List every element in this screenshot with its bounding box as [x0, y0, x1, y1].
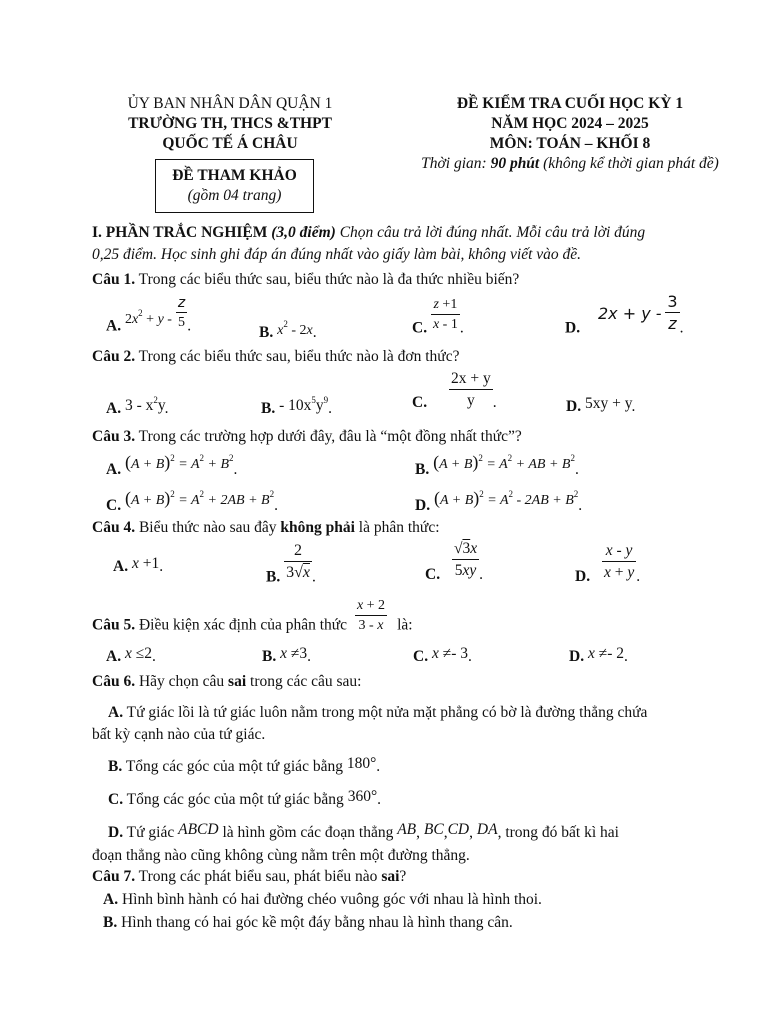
- question-2: Câu 2. Trong các biểu thức sau, biểu thức nào là đơn thức?: [92, 348, 460, 365]
- q6-option-d: D. Tứ giác ABCD là hình gồm các đoạn thẳng AB, BC,CD, DA, trong đó bất kì hai: [108, 821, 619, 841]
- time-line: Thời gian: 90 phút (không kể thời gian phát đề): [421, 155, 719, 172]
- header-left: [95, 94, 365, 154]
- q2-option-d: D. 5xy + y.: [566, 395, 636, 415]
- q5-option-d: D. x ≠- 2.: [569, 645, 628, 665]
- q3-option-c: C. $(A + B)^2 = A^2 + 2AB + B^2$.: [106, 488, 278, 514]
- q3-option-d: D. $(A + B)^2 = A^2 - 2AB + B^2$.: [415, 488, 583, 514]
- q6-option-a-cont: bất kỳ cạnh nào của tứ giác.: [92, 726, 266, 743]
- q4-option-c: C. $\frac{√3x}{5xy}$ .: [425, 540, 483, 584]
- q3-option-b: B. $(A + B)^2 = A^2$ + AB + $B^2$.: [415, 452, 579, 478]
- section1-instruction: 0,25 điểm. Học sinh ghi đáp án đúng nhất vào giấy làm bài, không viết vào đề.: [92, 246, 582, 263]
- q6-option-b: B. Tổng các góc của một tứ giác bằng 180°.: [108, 755, 381, 775]
- q1-option-c: C. $\frac{z +1}{x - 1}$ .: [412, 297, 464, 337]
- q6-option-c: C. Tổng các góc của một tứ giác bằng 360°.: [108, 788, 382, 808]
- q7-option-b: B. Hình thang có hai góc kề một đáy bằng nhau là hình thang cân.: [103, 914, 513, 931]
- q5-option-a: A. x ≤2.: [106, 645, 156, 665]
- reference-box: [155, 159, 314, 213]
- header-school: TRƯỜNG TH, THCS &THPT: [128, 115, 332, 132]
- q4-option-b: B. $\frac{2}{3√x}$ .: [266, 542, 316, 586]
- q2-option-b: B. - $10x^5y^9$.: [261, 395, 333, 417]
- question-4: Câu 4. Biểu thức nào sau đây không phải là phân thức:: [92, 519, 440, 536]
- q1-option-d: D. 2x + y - $\frac{3}{z}$ .: [565, 292, 684, 337]
- q2-option-a: A. $3 - x^2y$.: [106, 395, 169, 417]
- box-title: ĐỀ THAM KHẢO: [172, 167, 297, 184]
- section1-title-line: I. PHẦN TRẮC NGHIỆM (3,0 điểm) Chọn câu trả lời đúng nhất. Mỗi câu trả lời đúng: [92, 224, 646, 241]
- question-3: Câu 3. Trong các trường hợp dưới đây, đâu là “một đồng nhất thức”?: [92, 428, 522, 445]
- question-1: Câu 1. Trong các biểu thức sau, biểu thức nào là đa thức nhiều biến?: [92, 271, 520, 288]
- q5-option-b: B. x ≠3.: [262, 645, 311, 665]
- header-school-name: QUỐC TẾ Á CHÂU: [162, 135, 298, 152]
- box-subtitle: (gồm 04 trang): [187, 187, 282, 204]
- q1-option-b: B. $x^2 - 2x$.: [259, 319, 317, 341]
- q6-option-a: A. Tứ giác lồi là tứ giác luôn nằm trong một nửa mặt phẳng có bờ là đường thẳng chứa: [108, 704, 648, 721]
- subject: MÔN: TOÁN – KHỐI 8: [489, 135, 651, 152]
- header-department: ỦY BAN NHÂN DÂN QUẬN 1: [127, 95, 333, 112]
- question-6: Câu 6. Hãy chọn câu sai trong các câu sau:: [92, 673, 362, 690]
- q2-option-c: C. $\frac{2x + y}{y}$ .: [412, 370, 497, 412]
- q6-option-d-cont: đoạn thẳng nào cũng không cùng nằm trên một đường thẳng.: [92, 847, 470, 864]
- q7-option-a: A. Hình bình hành có hai đường chéo vuông góc với nhau là hình thoi.: [103, 891, 542, 908]
- q1-a-expr: $2x^2 + y$ -: [124, 308, 172, 327]
- q4-option-a: A. x +1.: [113, 555, 164, 575]
- q3-option-a: A. $(A + B)^2 = A^2 + B^2$.: [106, 452, 238, 478]
- q1-option-a: A. $2x^2 + y$ - $\frac{z}{5}$ .: [106, 295, 192, 335]
- header-right: [405, 94, 735, 174]
- q5-option-c: C. x ≠- 3.: [413, 645, 472, 665]
- question-7: Câu 7. Trong các phát biểu sau, phát biểu nào sai?: [92, 868, 407, 885]
- q4-option-d: D. $\frac{x - y}{x + y}$ .: [575, 542, 641, 586]
- school-year: NĂM HỌC 2024 – 2025: [491, 115, 649, 132]
- exam-title: ĐỀ KIỂM TRA CUỐI HỌC KỲ 1: [456, 95, 684, 112]
- question-5: Câu 5. Điều kiện xác định của phân thức $\frac{x + 2}{3 - x}$ là:: [92, 598, 413, 634]
